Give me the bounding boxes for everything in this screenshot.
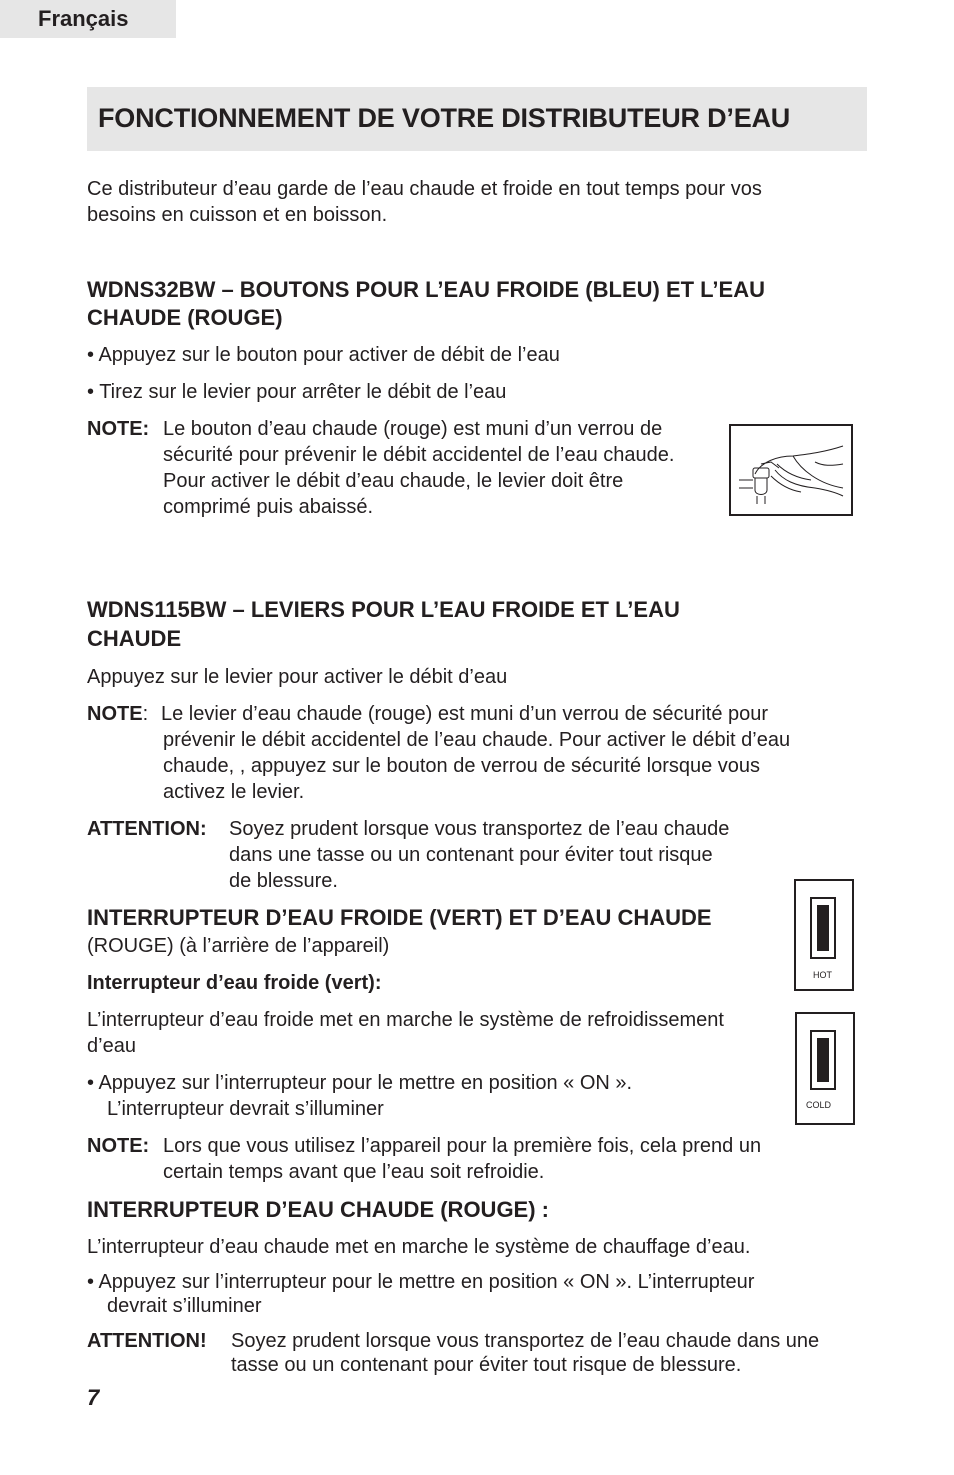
section1-heading-line-1: WDNS32BW – BOUTONS POUR L’EAU FROIDE (BLEU) ET L’EAU — [87, 277, 765, 302]
cold-bullet-line-1: • Appuyez sur l’interrupteur pour le mettre en position « ON ». — [87, 1072, 633, 1094]
section3-subheading: (ROUGE) (à l’arrière de l’appareil) — [87, 935, 390, 957]
language-tab-label: Français — [38, 6, 129, 31]
section-title-bar — [87, 87, 867, 151]
hot-rocker-switch-fill — [817, 905, 829, 951]
section3-note-line-2: certain temps avant que l’eau soit refroidie. — [163, 1161, 545, 1183]
page-number: 7 — [87, 1385, 100, 1410]
section2-attention-line-3: de blessure. — [229, 870, 338, 892]
section1-bullet-2: • Tirez sur le levier pour arrêter le débit de l’eau — [87, 381, 507, 403]
section3-attention-line-2: tasse ou un contenant pour éviter tout risque de blessure. — [231, 1354, 742, 1376]
section2-note-label: NOTE — [87, 703, 143, 725]
section2-note-line-2: prévenir le débit accidentel de l’eau chaude. Pour activer le débit d’eau — [163, 729, 791, 751]
hot-bullet-line-2: devrait s’illuminer — [107, 1295, 262, 1317]
hand-lever-illustration — [729, 424, 853, 516]
section1-note-line-1: Le bouton d’eau chaude (rouge) est muni d’un verrou de — [163, 418, 663, 440]
cold-desc-line-2: d’eau — [87, 1035, 136, 1057]
section2-note-label-group — [87, 701, 148, 727]
hot-bullet-line-1: • Appuyez sur l’interrupteur pour le mettre en position « ON ». L’interrupteur — [87, 1271, 755, 1293]
cold-rocker-switch-fill — [817, 1038, 829, 1082]
section1-note-line-4: comprimé puis abaissé. — [163, 496, 374, 518]
page-title: FONCTIONNEMENT DE VOTRE DISTRIBUTEUR D’EAU — [98, 103, 791, 133]
section2-note-line-4: activez le levier. — [163, 781, 305, 803]
section3-attention-line-1: Soyez prudent lorsque vous transportez de l’eau chaude dans une — [231, 1330, 820, 1352]
section3-attention-label: ATTENTION! — [87, 1330, 207, 1352]
section2-heading-line-2: CHAUDE — [87, 626, 182, 651]
hot-switch-heading: INTERRUPTEUR D’EAU CHAUDE (ROUGE) : — [87, 1197, 549, 1222]
section2-attention-line-1: Soyez prudent lorsque vous transportez de l’eau chaude — [229, 818, 730, 840]
cold-switch-heading: Interrupteur d’eau froide (vert): — [87, 972, 382, 994]
section3-note-label: NOTE: — [87, 1135, 150, 1157]
section2-instruction: Appuyez sur le levier pour activer le débit d’eau — [87, 666, 508, 688]
section1-note-label: NOTE: — [87, 418, 150, 440]
section3-note-line-1: Lors que vous utilisez l’appareil pour la première fois, cela prend un — [163, 1135, 762, 1157]
section1-heading-line-2: CHAUDE (ROUGE) — [87, 305, 283, 330]
section1-note-line-2: sécurité pour prévenir le débit accidentel de l’eau chaude. — [163, 444, 675, 466]
cold-rocker-switch-icon — [810, 1030, 836, 1090]
section2-note-line-1: Le levier d’eau chaude (rouge) est muni d’un verrou de sécurité pour — [161, 703, 769, 725]
intro-line-2: besoins en cuisson et en boisson. — [87, 204, 388, 226]
cold-switch-illustration — [795, 1012, 855, 1125]
hot-desc: L’interrupteur d’eau chaude met en marche le système de chauffage d’eau. — [87, 1236, 751, 1258]
hot-switch-label: HOT — [813, 970, 832, 980]
section3-heading: INTERRUPTEUR D’EAU FROIDE (VERT) ET D’EAU CHAUDE — [87, 905, 712, 930]
section1-note-line-3: Pour activer le débit d’eau chaude, le levier doit être — [163, 470, 624, 492]
cold-switch-label: COLD — [806, 1100, 832, 1110]
section2-note-colon: : — [142, 703, 149, 725]
section1-bullet-1: • Appuyez sur le bouton pour activer de débit de l’eau — [87, 344, 560, 366]
hot-rocker-switch-icon — [810, 897, 836, 959]
cold-desc-line-1: L’interrupteur d’eau froide met en marche le système de refroidissement — [87, 1009, 724, 1031]
section2-attention-line-2: dans une tasse ou un contenant pour éviter tout risque — [229, 844, 713, 866]
intro-line-1: Ce distributeur d’eau garde de l’eau chaude et froide en tout temps pour vos — [87, 178, 762, 200]
language-tab — [0, 0, 176, 38]
section2-heading-line-1: WDNS115BW – LEVIERS POUR L’EAU FROIDE ET L’EAU — [87, 597, 680, 622]
section2-note-line-3: chaude, , appuyez sur le bouton de verrou de sécurité lorsque vous — [163, 755, 761, 777]
hand-pressing-lever-icon — [731, 426, 851, 514]
hot-switch-illustration — [794, 879, 854, 991]
section2-attention-label: ATTENTION: — [87, 818, 207, 840]
cold-bullet-line-2: L’interrupteur devrait s’illuminer — [107, 1098, 384, 1120]
